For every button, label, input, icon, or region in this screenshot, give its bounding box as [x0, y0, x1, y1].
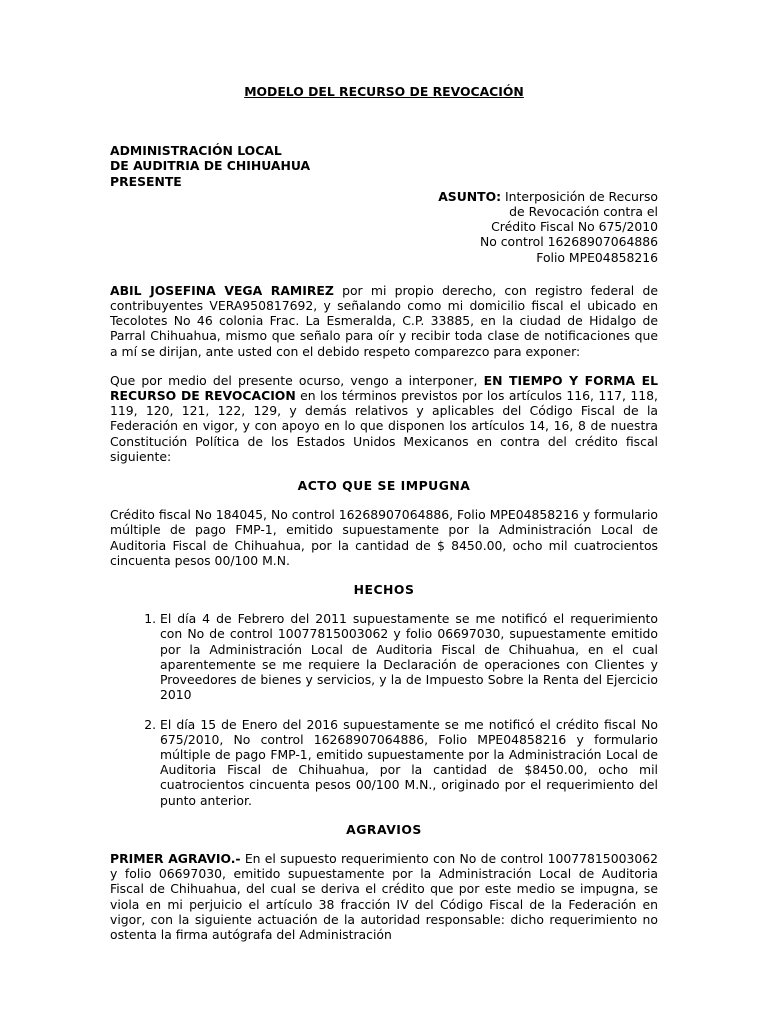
subject-label: ASUNTO:: [438, 188, 502, 204]
petition-text: Que por medio del presente ocurso, vengo a interponer,: [110, 372, 484, 388]
petition-text: en los términos previstos por los artículos 116, 117, 118, 119, 120, 121, 122, 129, y demás relativos y aplicables del Código Fiscal de la Federación en vigor, y con apoyo en lo que disponen los artículos 14, 16, 8 de nuestra Constitución Política de los Estados Unidos Mexicanos en contra del crédito fiscal siguiente:: [110, 388, 658, 464]
subject-line: de Revocación contra el: [509, 204, 658, 220]
subject-text: Interposición de Recurso: [501, 188, 658, 204]
agravio-label: PRIMER AGRAVIO.-: [110, 850, 241, 866]
document-title: MODELO DEL RECURSO DE REVOCACIÓN: [244, 84, 524, 99]
petition-emphasis: EN TIEMPO Y FORMA EL RECURSO DE REVOCACION: [110, 372, 658, 404]
agravio-text: En el supuesto requerimiento con No de control 10077815003062 y folio 06697030, emitido supuestamente por la Administración Local de Auditoria Fiscal de Chihuahua, del cual se deriva el crédito que por este medio se impugna, se viola en mi perjuicio el artículo 38 fracción IV del Código Fiscal de la Federación en vigor, con la siguiente actuación de la autoridad responsable: dicho requerimiento no ostenta la firma autógrafa del Administración: [110, 850, 658, 942]
intro-text: por mi propio derecho, con registro federal de contribuyentes VERA950817692, y señalando como mi domicilio fiscal el ubicado en Tecolotes No 46 colonia Frac. La Esmeralda, C.P. 33885, en la ciudad de Hidalgo de Parral Chihuahua, mismo que señalo para oír y recibir toda clase de notificaciones que a mí se dirijan, ante usted con el debido respeto comparezco para exponer:: [110, 282, 658, 359]
recipient-block: [110, 143, 658, 189]
recipient-line: PRESENTE: [110, 173, 182, 189]
subject-line: [110, 189, 658, 204]
subject-line: Folio MPE04858216: [536, 249, 658, 265]
petition-paragraph: [110, 373, 658, 464]
subject-line: No control 16268907064886: [479, 234, 658, 250]
subject-line: Crédito Fiscal No 675/2010: [491, 219, 658, 235]
fact-item: 2. El día 15 de Enero del 2016 supuestamente se me notificó el crédito fiscal No 675/2010, No control 16268907064886, Folio MPE04858216 y formulario múltiple de pago FMP-1, emitido supuestamente por la Administración Local de Auditoria Fiscal de Chihuahua, por la cantidad de $8450.00, ocho mil cuatrocientos cincuenta pesos 00/100 M.N., originado por el requerimiento del punto anterior.: [160, 717, 658, 808]
agravio-paragraph: [110, 851, 658, 942]
petitioner-name: ABIL JOSEFINA VEGA RAMIREZ: [110, 282, 334, 298]
subject-block: [110, 189, 658, 265]
section-heading-agravios: AGRAVIOS: [346, 821, 422, 837]
recipient-line: ADMINISTRACIÓN LOCAL: [110, 143, 282, 159]
acto-paragraph: Crédito fiscal No 184045, No control 16268907064886, Folio MPE04858216 y formulario múltiple de pago FMP-1, emitido supuestamente por la Administración Local de Auditoria Fiscal de Chihuahua, por la cantidad de $ 8450.00, ocho mil cuatrocientos cincuenta pesos 00/100 M.N.: [110, 507, 658, 568]
facts-list: [110, 611, 658, 807]
section-heading-hechos: HECHOS: [353, 582, 415, 598]
intro-paragraph: [110, 283, 658, 359]
recipient-line: DE AUDITRIA DE CHIHUAHUA: [110, 158, 311, 174]
fact-item: 1. El día 4 de Febrero del 2011 supuestamente se me notificó el requerimiento con No de control 10077815003062 y folio 06697030, supuestamente emitido por la Administración Local de Auditoria Fiscal de Chihuahua, en el cual aparentemente se me requiere la Declaración de operaciones con Clientes y Proveedores de bienes y servicios, y la de Impuesto Sobre la Renta del Ejercicio 2010: [160, 611, 658, 702]
section-heading-acto: ACTO QUE SE IMPUGNA: [297, 478, 471, 494]
